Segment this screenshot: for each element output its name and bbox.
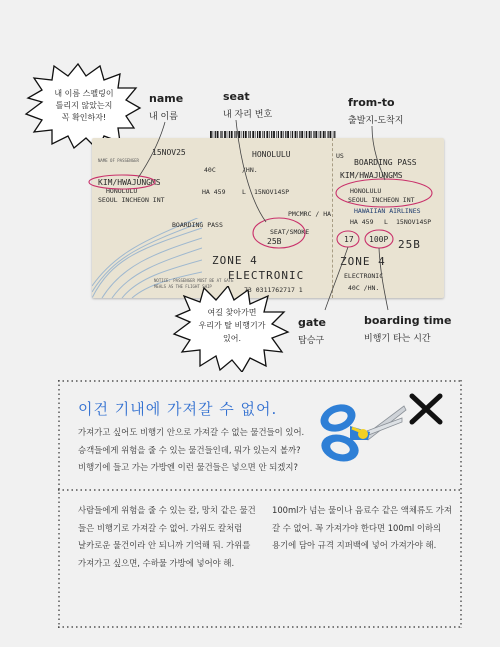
scissors-icon bbox=[316, 400, 408, 468]
stub-seat: 25B bbox=[398, 238, 421, 251]
pass-from-city: SEOUL INCHEON INT bbox=[98, 196, 165, 204]
stub-date: 15NOV14SP bbox=[396, 218, 432, 226]
gate-circle bbox=[337, 231, 359, 247]
seat-circle bbox=[253, 218, 305, 248]
intro-line: 승객들에게 위험을 줄 수 있는 물건들인데, 뭐가 있는지 볼까? bbox=[78, 444, 301, 455]
stub-gate: 17 bbox=[344, 235, 354, 244]
pass-class-code: 40C bbox=[204, 166, 216, 174]
label-name-ko: 내 이름 bbox=[149, 112, 178, 122]
label-seat: seat bbox=[223, 90, 250, 103]
bubble-text-line: 여길 찾아가면 bbox=[207, 308, 257, 317]
bubble-text-line: 꼭 확인하자! bbox=[61, 113, 107, 122]
name-circle bbox=[89, 175, 155, 189]
label-seat-ko: 내 자리 번호 bbox=[223, 110, 273, 120]
bubble-text-line: 내 이름 스펠링이 bbox=[54, 89, 114, 98]
stub-electronic: ELECTRONIC bbox=[344, 272, 384, 280]
stub-boarding-time: 100P bbox=[369, 235, 389, 244]
stub-header: US bbox=[336, 152, 344, 160]
pass-dest-top: HONOLULU bbox=[252, 150, 291, 159]
pass-date: 15NOV25 bbox=[152, 148, 186, 157]
stub-airline: HAWAIIAN AIRLINES bbox=[354, 207, 421, 215]
intro-line: 가져가고 싶어도 비행기 안으로 가져갈 수 없는 물건들이 있어. bbox=[78, 427, 305, 437]
intro-line: 비행기에 들고 가는 가방엔 이런 물건들은 넣으면 안 되겠지? bbox=[78, 462, 298, 472]
right-para-line: 100ml가 넘는 물이나 음료수 같은 액체류도 가져 bbox=[272, 505, 452, 515]
pass-electronic: ELECTRONIC bbox=[228, 269, 305, 282]
info-section bbox=[58, 380, 462, 628]
label-name: name bbox=[149, 92, 184, 105]
section-title: 이건 기내에 가져갈 수 없어. bbox=[78, 400, 278, 418]
stub-code: 40C /HN. bbox=[348, 284, 380, 292]
left-para-line: 가져가고 싶으면, 수하물 가방에 넣어야 해. bbox=[78, 557, 235, 568]
left-para-line: 사람들에게 위험을 줄 수 있는 칼, 망치 같은 물건 bbox=[78, 505, 256, 515]
stub-to: HONOLULU bbox=[350, 187, 382, 195]
x-mark-icon bbox=[408, 392, 444, 426]
label-boarding-time-ko: 비행기 타는 시간 bbox=[364, 334, 431, 344]
right-para-line: 갈 수 없어. 꼭 가져가야 한다면 100ml 이하의 bbox=[272, 522, 442, 533]
left-para-line: 들은 비행기로 가져갈 수 없어. 가위도 칼처럼 bbox=[78, 522, 243, 533]
pass-flight-class: L bbox=[242, 188, 246, 196]
bubble-text-line: 우리가 탈 비행기가 bbox=[198, 321, 266, 330]
pass-boarding-label: BOARDING PASS bbox=[172, 221, 223, 229]
left-para-line: 날카로운 물건이라 안 되니까 기억해 둬. 가위를 bbox=[78, 540, 251, 550]
label-from-to-ko: 출발지-도착지 bbox=[348, 116, 404, 126]
stub-passenger: KIM/HWAJUNGMS bbox=[340, 171, 403, 180]
pass-pmcmrc: PMCMRC / HA bbox=[288, 210, 332, 218]
pass-flight: HA 459 bbox=[202, 188, 226, 196]
boarding-time-circle bbox=[365, 230, 393, 248]
bubble-text-line: 틀리지 않았는지 bbox=[55, 101, 113, 110]
pass-seat-smoke-label: SEAT/SMOKE bbox=[270, 228, 310, 236]
stub-zone: ZONE 4 bbox=[340, 255, 386, 268]
label-from-to: from-to bbox=[348, 96, 395, 109]
label-boarding-time: boarding time bbox=[364, 314, 452, 327]
pass-flight-date: 15NOV14SP bbox=[254, 188, 290, 196]
boarding-pass: 15NOV25 HONOLULU 40C /HN. NAME OF PASSENGER KIM/HWAJUNGMS HONOLULU SEOUL INCHEON INT HA 459 L 15NOV14SP BOARDING PASS PMCMRC / HA SEAT/SMOKE 25B ZONE 4 ELECTRONIC 73 0311762717 1 NOTICE: PASSENGER MUST BE AT GATE MEALS AS THE FLIGHT SHIP US BOARDING PASS KIM/HWAJUNGMS HONOLULU SEOUL INCHEON INT HAWAIIAN AIRLINES HA 459 L 15NOV14SP 17 100P 25B ZONE 4 ELECTRONIC 40C /HN. bbox=[92, 138, 444, 298]
pass-to-city: HONOLULU bbox=[106, 187, 138, 195]
pass-passenger: KIM/HWAJUNGMS bbox=[98, 178, 161, 187]
stub-boarding-label: BOARDING PASS bbox=[354, 158, 417, 167]
pass-zone: ZONE 4 bbox=[212, 254, 258, 267]
stub-from: SEOUL INCHEON INT bbox=[348, 196, 415, 204]
pass-seat: 25B bbox=[267, 237, 282, 246]
right-para-line: 용기에 담아 규격 지퍼백에 넣어 가져가야 해. bbox=[272, 540, 437, 550]
stub-flight: HA 459 bbox=[350, 218, 374, 226]
pass-ticket-no: 73 0311762717 1 bbox=[244, 286, 303, 294]
bubble-text-line: 있어. bbox=[223, 334, 241, 343]
label-gate-ko: 탑승구 bbox=[298, 336, 325, 346]
pass-class-code2: /HN. bbox=[242, 166, 258, 174]
stub-class: L bbox=[384, 218, 388, 226]
from-to-circle bbox=[336, 179, 432, 207]
label-gate: gate bbox=[298, 316, 327, 329]
